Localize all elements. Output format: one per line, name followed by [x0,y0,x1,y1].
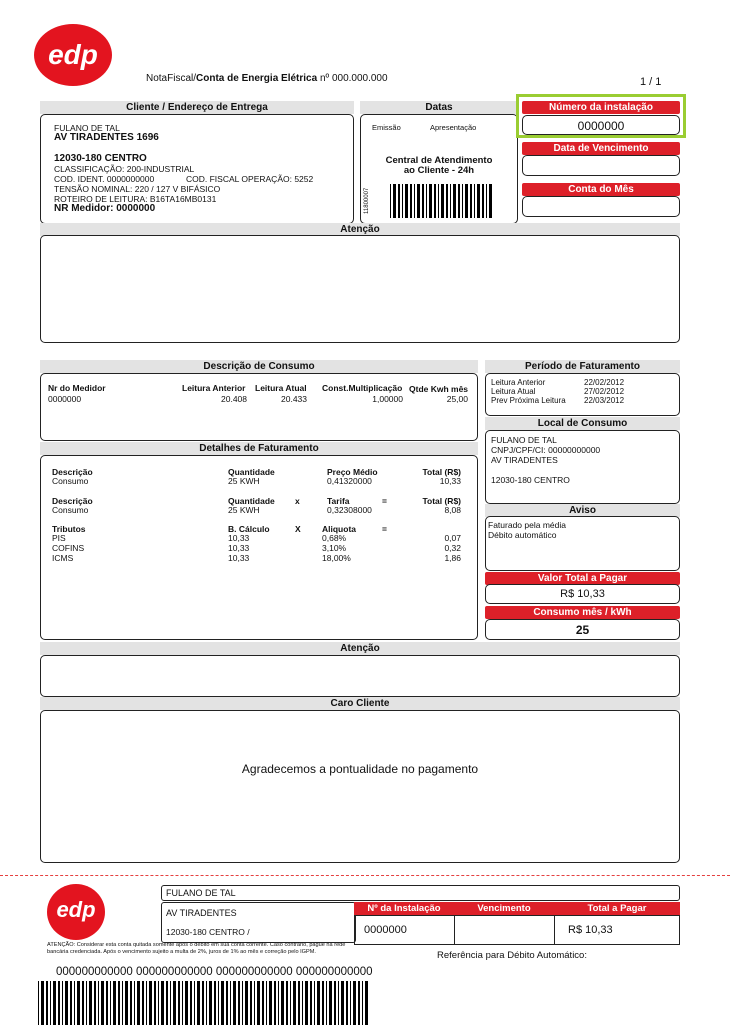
stub-nome-box [161,885,680,901]
atencao-mid-box [40,655,680,697]
barcode-bar [86,981,87,1025]
barcode-bar [218,981,219,1025]
det3-pis-base: 10,33 [228,533,250,543]
cliente-header: Cliente / Endereço de Entrega [40,101,354,114]
stub-cep: 12030-180 CENTRO / [166,927,250,937]
barcode-bar [441,184,444,218]
aviso-line1: Faturado pela média [488,520,566,530]
barcode-bar [274,981,276,1025]
det2-r-total: 8,08 [444,505,461,515]
barcode-bar [426,184,427,218]
barcode-bar [434,184,436,218]
consumo-header: Descrição de Consumo [40,360,478,373]
det3-h-x: X [295,524,301,534]
periodo-value-0: 22/02/2012 [584,378,625,387]
consumo-mes-header: Consumo mês / kWh [485,606,680,619]
barcode-bar [482,184,484,218]
barcode-bar [341,981,344,1025]
barcode-bar [329,981,332,1025]
stub-atencao-line2: bancária credenciada. Após o vencimento sujeito a multa de 2%, juros de 1% ao mês e correção pelo IGPM. [47,949,316,955]
consumo-val-medidor: 0000000 [48,394,82,404]
barcode-bar [458,184,460,218]
barcode-bar [149,981,152,1025]
barcode-bar [230,981,231,1025]
barcode-bar [269,981,272,1025]
caro-cliente-box [40,710,680,863]
barcode-bar [393,184,396,218]
barcode-bar [302,981,303,1025]
barcode-bar [334,981,336,1025]
barcode-bar [94,981,96,1025]
barcode-bar [405,184,408,218]
det3-h-calculo: B. Cálculo [228,524,270,534]
barcode-bar [474,184,475,218]
consumo-val-leitura-atual: 20.433 [281,394,307,404]
barcode-bar [50,981,51,1025]
consumo-mes-value: 25 [575,623,590,637]
barcode-bar [398,184,400,218]
consumo-val-qtde: 25,00 [446,394,468,404]
central-atendimento-1: Central de Atendimento [385,155,493,166]
barcode-bar [350,981,351,1025]
stub-total-value: R$ 10,33 [568,924,613,936]
instalacao-value: 0000000 [577,119,625,133]
barcode-bar [290,981,291,1025]
vencimento-box [522,155,680,176]
cut-line [0,875,730,876]
barcode-bar [41,981,44,1025]
cliente-medidor: NR Medidor: 0000000 [54,203,156,214]
barcode-bar [209,981,212,1025]
barcode-bar [202,981,204,1025]
datas-barcode [390,184,494,218]
edp-logo [34,24,112,86]
det1-h-total: Total (R$) [422,467,461,477]
local-nome: FULANO DE TAL [491,435,557,445]
barcode-bar [346,981,348,1025]
det3-icms-base: 10,33 [228,553,250,563]
barcode-bar [118,981,120,1025]
aviso-line2: Débito automático [488,530,557,540]
barcode-bar [245,981,248,1025]
datas-emissao: Emissão [372,123,401,132]
barcode-bar [214,981,216,1025]
barcode-bar [113,981,116,1025]
cliente-endereco: AV TIRADENTES 1696 [54,132,159,143]
cliente-nome: FULANO DE TAL [54,123,120,133]
barcode-bar [338,981,339,1025]
datas-barcode-number: 11800007 [364,187,370,214]
cliente-cod-fiscal: COD. FISCAL OPERAÇÃO: 5252 [186,174,314,184]
det3-cofins-base: 10,33 [228,543,250,553]
stub-barcode [38,981,368,1025]
periodo-header: Período de Faturamento [485,360,680,373]
atencao-top-box [40,235,680,343]
barcode-bar [326,981,327,1025]
stub-col-total: Total a Pagar [587,903,647,914]
vencimento-header: Data de Vencimento [522,142,680,155]
barcode-bar [410,184,412,218]
periodo-value-1: 27/02/2012 [584,387,625,396]
barcode-bar [286,981,288,1025]
document-title: NotaFiscal/Conta de Energia Elétrica nº 000.000.000 [146,73,388,84]
barcode-bar [298,981,300,1025]
cliente-classificacao: CLASSIFICAÇÃO: 200-INDUSTRIAL [54,164,195,174]
det3-cofins-aliq: 3,10% [322,543,347,553]
local-header: Local de Consumo [485,417,680,430]
periodo-label-1: Leitura Atual [491,387,536,396]
barcode-bar [190,981,192,1025]
stub-col-vencimento: Vencimento [477,903,531,914]
cliente-cod-ident: COD. IDENT. 0000000000 [54,174,155,184]
det1-r-quantidade: 25 KWH [228,476,260,486]
det2-h-total: Total (R$) [422,496,461,506]
barcode-bar [477,184,480,218]
barcode-bar [242,981,243,1025]
barcode-bar [106,981,108,1025]
barcode-bar [89,981,92,1025]
barcode-bar [254,981,255,1025]
barcode-bar [489,184,492,218]
det3-pis-aliq: 0,68% [322,533,347,543]
barcode-bar [182,981,183,1025]
det3-h-aliquota: Aliquota [322,524,356,534]
det2-h-x: x [295,496,300,506]
barcode-bar [197,981,200,1025]
datas-apresentacao: Apresentação [430,123,477,132]
barcode-bar [465,184,468,218]
datas-header: Datas [360,101,518,114]
det3-cofins-valor: 0,32 [444,543,461,553]
page-counter: 1 / 1 [640,76,662,88]
conta-mes-header: Conta do Mês [522,183,680,196]
barcode-bar [74,981,75,1025]
barcode-bar [185,981,188,1025]
barcode-bar [98,981,99,1025]
barcode-bar [317,981,320,1025]
cliente-cep: 12030-180 CENTRO [54,153,147,164]
det3-cofins-name: COFINS [52,543,85,553]
barcode-bar [438,184,439,218]
barcode-bar [70,981,72,1025]
barcode-bar [46,981,48,1025]
barcode-bar [281,981,284,1025]
barcode-bar [125,981,128,1025]
consumo-col-const: Const.Multiplicação [322,383,403,393]
aviso-header: Aviso [485,504,680,517]
barcode-bar [353,981,356,1025]
barcode-bar [450,184,451,218]
valor-total-header: Valor Total a Pagar [485,572,680,585]
barcode-bar [110,981,111,1025]
central-atendimento-2: ao Cliente - 24h [403,165,475,176]
stub-divider-2 [554,915,555,945]
stub-col-instalacao: Nº da Instalação [367,903,441,914]
det2-r-tarifa: 0,32308000 [327,505,372,515]
barcode-bar [422,184,424,218]
barcode-bar [233,981,236,1025]
barcode-bar [134,981,135,1025]
barcode-bar [358,981,360,1025]
atencao-mid-header: Atenção [40,642,680,655]
barcode-bar [262,981,264,1025]
barcode-bar [130,981,132,1025]
local-endereco: AV TIRADENTES [491,455,558,465]
det3-h-equals: = [382,524,387,534]
edp-logo-stub-text: edp [56,897,96,922]
det2-r-quantidade: 25 KWH [228,505,260,515]
barcode-bar [62,981,63,1025]
barcode-bar [38,981,39,1025]
barcode-bar [142,981,144,1025]
barcode-bar [390,184,391,218]
barcode-bar [266,981,267,1025]
det1-r-preco: 0,41320000 [327,476,372,486]
stub-divider-1 [454,915,455,945]
barcode-bar [173,981,176,1025]
barcode-bar [257,981,260,1025]
barcode-bar [137,981,140,1025]
barcode-bar [77,981,80,1025]
barcode-bar [226,981,228,1025]
barcode-bar [305,981,308,1025]
barcode-bar [170,981,171,1025]
barcode-bar [365,981,368,1025]
consumo-col-leitura-anterior: Leitura Anterior [182,383,246,393]
stub-nome: FULANO DE TAL [166,888,236,898]
caro-cliente-message: Agradecemos a pontualidade no pagamento [241,762,479,776]
det1-r-total: 10,33 [439,476,461,486]
barcode-bar [293,981,296,1025]
barcode-bar [161,981,164,1025]
barcode-bar [53,981,56,1025]
barcode-bar [65,981,68,1025]
barcode-bar [402,184,403,218]
det2-h-equals: = [382,496,387,506]
barcode-bar [446,184,448,218]
det1-h-preco: Preço Médio [327,467,378,477]
barcode-bar [278,981,279,1025]
barcode-bar [178,981,180,1025]
barcode-bar [206,981,207,1025]
barcode-bar [453,184,456,218]
detalhes-header: Detalhes de Faturamento [40,442,478,455]
consumo-val-leitura-anterior: 20.408 [221,394,247,404]
barcode-bar [314,981,315,1025]
barcode-bar [429,184,432,218]
stub-atencao-line1: ATENÇÃO: Considerar esta conta quitada somente após o débito em sua conta corrente. Caso contrário, pague na rede [47,942,346,948]
consumo-col-qtde: Qtde Kwh mês [409,384,469,394]
det3-h-tributos: Tributos [52,524,86,534]
barcode-bar [166,981,168,1025]
barcode-bar [146,981,147,1025]
edp-logo-stub [47,884,105,940]
stub-codigo: 000000000000 000000000000 000000000000 000000000000 [56,966,373,978]
barcode-bar [238,981,240,1025]
barcode-bar [158,981,159,1025]
valor-total-value: R$ 10,33 [560,588,605,600]
barcode-bar [486,184,487,218]
det2-h-tarifa: Tarifa [327,496,350,506]
barcode-bar [417,184,420,218]
consumo-col-leitura-atual: Leitura Atual [255,383,307,393]
barcode-bar [221,981,224,1025]
det2-r-descricao: Consumo [52,505,89,515]
barcode-bar [122,981,123,1025]
det1-h-descricao: Descrição [52,467,93,477]
conta-mes-box [522,196,680,217]
det3-pis-name: PIS [52,533,66,543]
cliente-tensao: TENSÃO NOMINAL: 220 / 127 V BIFÁSICO [54,184,221,194]
barcode-bar [462,184,463,218]
consumo-col-medidor: Nr do Medidor [48,383,106,393]
stub-instalacao-value: 0000000 [364,924,407,936]
det3-icms-aliq: 18,00% [322,553,351,563]
barcode-bar [194,981,195,1025]
det3-icms-valor: 1,86 [444,553,461,563]
cliente-roteiro: ROTEIRO DE LEITURA: B16TA16MB0131 [54,194,217,204]
det3-icms-name: ICMS [52,553,74,563]
local-cep: 12030-180 CENTRO [491,475,570,485]
barcode-bar [362,981,363,1025]
det1-h-quantidade: Quantidade [228,467,275,477]
det1-r-descricao: Consumo [52,476,89,486]
barcode-bar [470,184,472,218]
det2-h-quantidade: Quantidade [228,496,275,506]
stub-endereco: AV TIRADENTES [166,908,237,918]
barcode-bar [154,981,156,1025]
periodo-value-2: 22/03/2012 [584,396,625,405]
barcode-bar [322,981,324,1025]
barcode-bar [82,981,84,1025]
barcode-bar [310,981,312,1025]
atencao-top-header: Atenção [40,223,680,236]
consumo-val-const: 1,00000 [372,394,403,404]
barcode-bar [250,981,252,1025]
local-cnpj: CNPJ/CPF/CI: 00000000000 [491,445,601,455]
barcode-bar [101,981,104,1025]
barcode-bar [414,184,415,218]
barcode-bar [58,981,60,1025]
det3-pis-valor: 0,07 [444,533,461,543]
periodo-label-0: Leitura Anterior [491,378,546,387]
caro-cliente-header: Caro Cliente [40,697,680,710]
edp-logo-text: edp [48,39,98,70]
stub-referencia: Referência para Débito Automático: [437,950,587,961]
periodo-label-2: Prev Próxima Leitura [491,396,566,405]
det2-h-descricao: Descrição [52,496,93,506]
instalacao-header: Número da instalação [522,101,680,114]
